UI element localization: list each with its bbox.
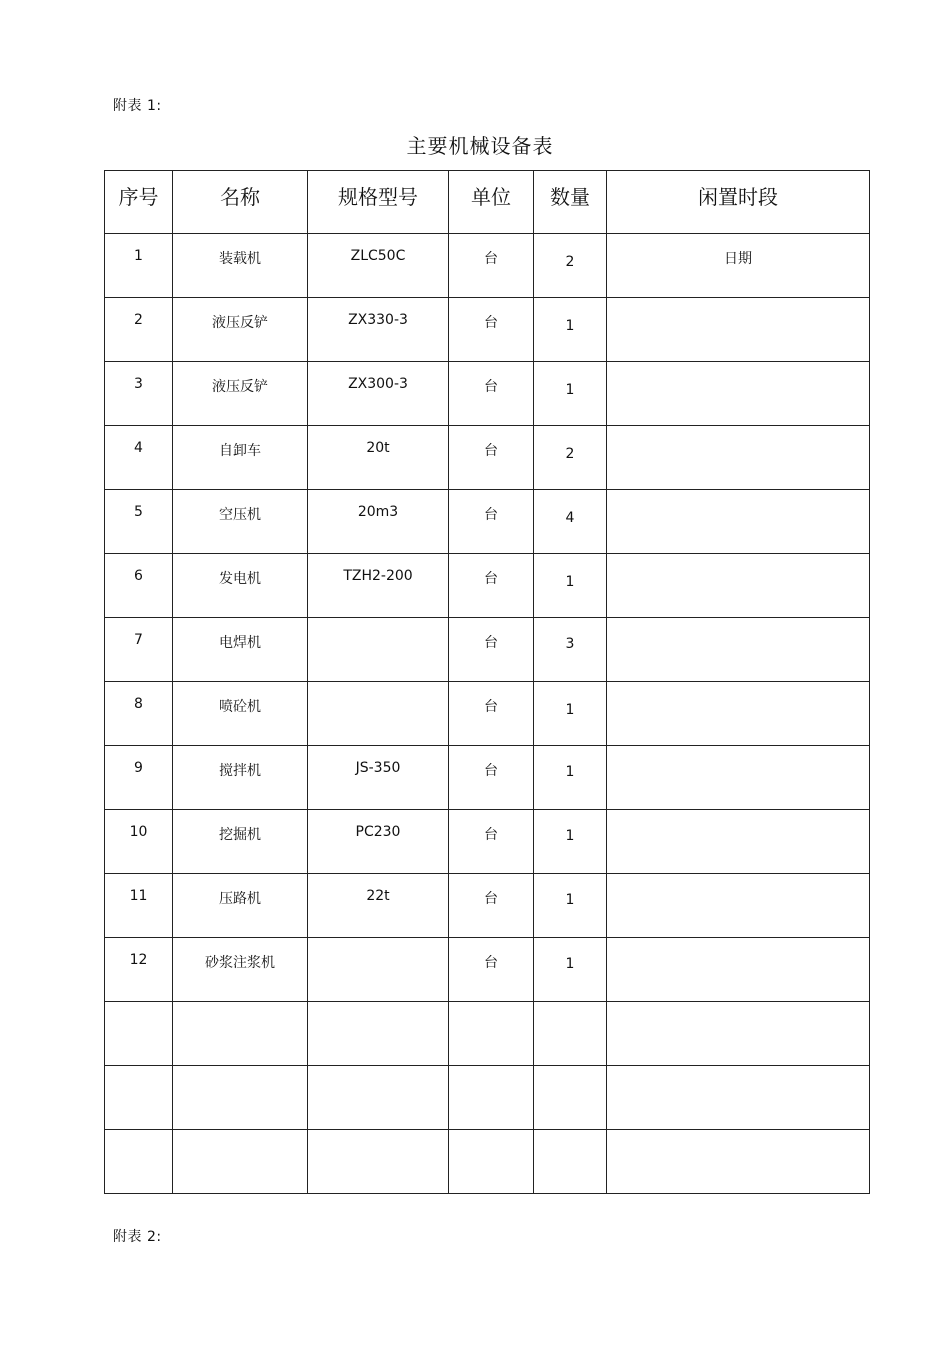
cell-name: 装载机: [173, 234, 308, 298]
cell-idle-period: [607, 810, 870, 874]
cell-no: 1: [105, 234, 173, 298]
page-title: 主要机械设备表: [406, 134, 554, 158]
cell-model: [308, 1002, 449, 1066]
cell-idle-period: [607, 1002, 870, 1066]
cell-model: ZX300-3: [308, 362, 449, 426]
cell-idle-period: [607, 682, 870, 746]
cell-unit: [449, 1130, 534, 1194]
cell-name: 液压反铲: [173, 298, 308, 362]
cell-unit: 台: [449, 234, 534, 298]
table-row: [105, 1066, 870, 1130]
cell-model: [308, 618, 449, 682]
table-row: [105, 874, 870, 938]
cell-unit: 台: [449, 490, 534, 554]
cell-model: [308, 682, 449, 746]
cell-no: 12: [105, 938, 173, 1002]
equipment-table: [104, 170, 870, 1194]
cell-idle-period: [607, 298, 870, 362]
appendix-1-label: 附表 1:: [113, 98, 162, 114]
header-name: 名称: [173, 171, 308, 234]
cell-idle-period: [607, 1130, 870, 1194]
cell-model: [308, 1066, 449, 1130]
cell-unit: 台: [449, 874, 534, 938]
cell-idle-period: [607, 426, 870, 490]
cell-name: 喷砼机: [173, 682, 308, 746]
cell-idle-period: [607, 490, 870, 554]
cell-no: 9: [105, 746, 173, 810]
table-row: [105, 554, 870, 618]
cell-idle-period: [607, 746, 870, 810]
cell-name: 电焊机: [173, 618, 308, 682]
cell-idle-period: [607, 618, 870, 682]
cell-qty: 2: [534, 426, 607, 490]
table-row: [105, 1130, 870, 1194]
cell-idle-period: [607, 362, 870, 426]
header-no: 序号: [105, 171, 173, 234]
cell-unit: 台: [449, 938, 534, 1002]
cell-model: 22t: [308, 874, 449, 938]
cell-unit: 台: [449, 298, 534, 362]
cell-name: [173, 1066, 308, 1130]
cell-idle-period: [607, 554, 870, 618]
cell-model: ZLC50C: [308, 234, 449, 298]
table-row: [105, 810, 870, 874]
cell-unit: 台: [449, 746, 534, 810]
cell-name: 空压机: [173, 490, 308, 554]
cell-qty: [534, 1066, 607, 1130]
table-row: [105, 426, 870, 490]
table-row: [105, 618, 870, 682]
cell-qty: [534, 1002, 607, 1066]
table-row: [105, 490, 870, 554]
cell-qty: 2: [534, 234, 607, 298]
cell-no: [105, 1130, 173, 1194]
cell-unit: 台: [449, 426, 534, 490]
cell-idle-period: 日期: [607, 234, 870, 298]
table-header-row: [105, 171, 870, 234]
table-row: [105, 1002, 870, 1066]
cell-unit: 台: [449, 362, 534, 426]
cell-qty: [534, 1130, 607, 1194]
cell-unit: [449, 1002, 534, 1066]
table-row: [105, 234, 870, 298]
cell-qty: 1: [534, 938, 607, 1002]
cell-model: [308, 1130, 449, 1194]
cell-qty: 1: [534, 810, 607, 874]
cell-name: [173, 1130, 308, 1194]
cell-name: 自卸车: [173, 426, 308, 490]
cell-name: 搅拌机: [173, 746, 308, 810]
table-row: [105, 682, 870, 746]
cell-no: [105, 1002, 173, 1066]
cell-no: 11: [105, 874, 173, 938]
cell-model: [308, 938, 449, 1002]
cell-no: 3: [105, 362, 173, 426]
cell-no: 6: [105, 554, 173, 618]
cell-qty: 4: [534, 490, 607, 554]
cell-model: TZH2-200: [308, 554, 449, 618]
cell-model: 20t: [308, 426, 449, 490]
cell-unit: 台: [449, 682, 534, 746]
cell-no: [105, 1066, 173, 1130]
table-row: [105, 938, 870, 1002]
cell-no: 8: [105, 682, 173, 746]
cell-qty: 1: [534, 362, 607, 426]
cell-unit: 台: [449, 554, 534, 618]
cell-name: 发电机: [173, 554, 308, 618]
cell-model: ZX330-3: [308, 298, 449, 362]
cell-qty: 1: [534, 298, 607, 362]
cell-unit: [449, 1066, 534, 1130]
cell-qty: 1: [534, 874, 607, 938]
cell-model: JS-350: [308, 746, 449, 810]
cell-qty: 3: [534, 618, 607, 682]
cell-name: 砂浆注浆机: [173, 938, 308, 1002]
cell-idle-period: [607, 938, 870, 1002]
cell-no: 2: [105, 298, 173, 362]
cell-unit: 台: [449, 618, 534, 682]
cell-no: 7: [105, 618, 173, 682]
header-qty: 数量: [534, 171, 607, 234]
cell-no: 5: [105, 490, 173, 554]
table-row: [105, 362, 870, 426]
cell-idle-period: [607, 1066, 870, 1130]
header-model: 规格型号: [308, 171, 449, 234]
cell-qty: 1: [534, 746, 607, 810]
appendix-2-label: 附表 2:: [113, 1229, 162, 1245]
cell-qty: 1: [534, 682, 607, 746]
cell-name: 液压反铲: [173, 362, 308, 426]
cell-unit: 台: [449, 810, 534, 874]
cell-no: 4: [105, 426, 173, 490]
cell-model: 20m3: [308, 490, 449, 554]
cell-no: 10: [105, 810, 173, 874]
cell-idle-period: [607, 874, 870, 938]
cell-qty: 1: [534, 554, 607, 618]
header-idle-period: 闲置时段: [607, 171, 870, 234]
table-row: [105, 298, 870, 362]
cell-model: PC230: [308, 810, 449, 874]
cell-name: 压路机: [173, 874, 308, 938]
table-row: [105, 746, 870, 810]
cell-name: 挖掘机: [173, 810, 308, 874]
header-unit: 单位: [449, 171, 534, 234]
cell-name: [173, 1002, 308, 1066]
